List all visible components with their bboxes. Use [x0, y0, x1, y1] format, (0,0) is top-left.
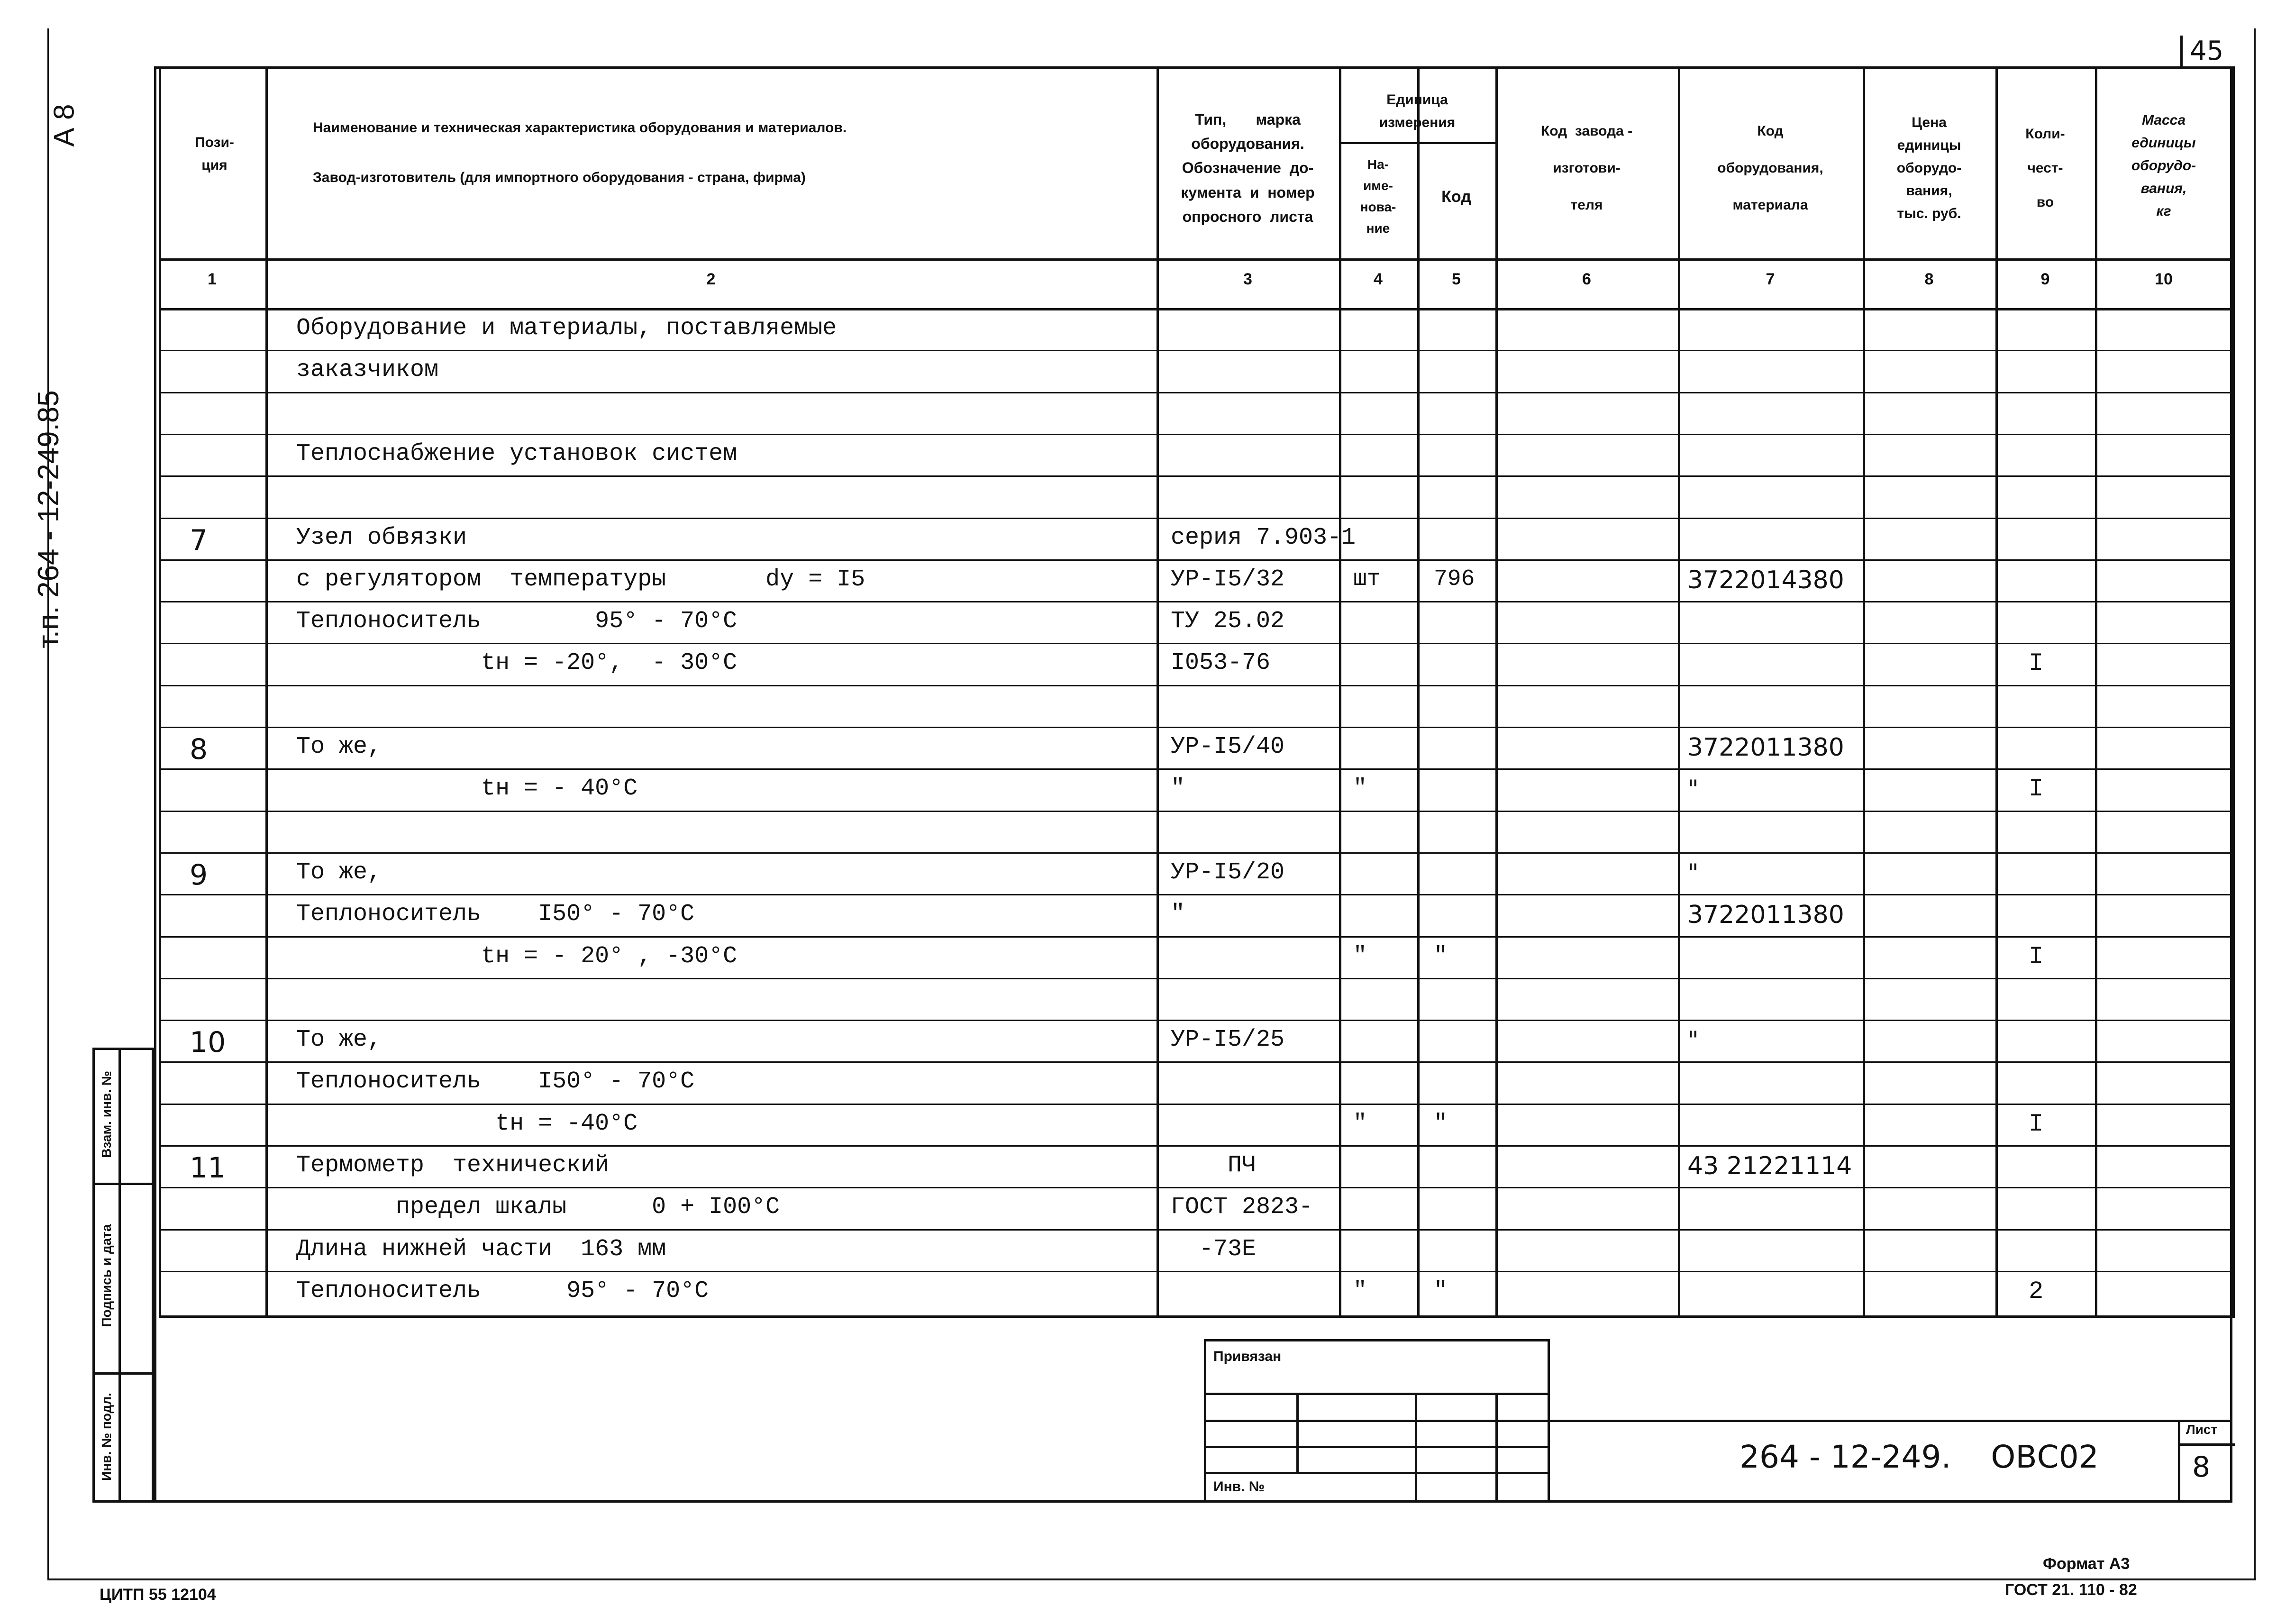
grid-line	[159, 894, 2235, 895]
header-position: Пози- ция	[195, 135, 234, 173]
row-type: УР-I5/40	[1171, 733, 1285, 760]
row-type: "	[1171, 775, 1185, 802]
page-number-corner	[2180, 36, 2183, 69]
row-position: 11	[190, 1151, 226, 1185]
stamp-column	[92, 1048, 154, 1503]
header-unit-name: На- име- нова- ние	[1360, 157, 1396, 236]
grid-line	[2232, 66, 2235, 1315]
row-unit-code: "	[1434, 1111, 1448, 1136]
grid-line	[159, 1271, 2235, 1272]
stamp-original-inv: Инв. № подл.	[99, 1393, 114, 1481]
row-material-code: "	[1687, 775, 1699, 803]
column-number: 7	[1766, 270, 1775, 288]
grid-line	[159, 1104, 2235, 1105]
grid-line	[159, 643, 2235, 644]
row-type: "	[1171, 901, 1185, 928]
column-number: 8	[1924, 270, 1934, 288]
row-unit-code: 796	[1434, 566, 1475, 592]
row-name: с регулятором температуры dy = I5	[296, 566, 865, 593]
grid-line	[159, 685, 2235, 686]
row-position: 8	[190, 733, 208, 766]
row-name: tн = - 40°С	[296, 775, 638, 802]
header-material-code: Код оборудования, материала	[1717, 123, 1823, 213]
row-name: То же,	[296, 733, 382, 760]
row-name: заказчиком	[296, 356, 439, 383]
footer-format: Формат А3	[2043, 1555, 2130, 1573]
column-number: 5	[1452, 270, 1461, 288]
row-unit-name: "	[1353, 1111, 1367, 1136]
row-name: tн = -40°С	[296, 1110, 638, 1137]
footer-left: ЦИТП 55 12104	[100, 1586, 216, 1604]
row-name: Теплоноситель I50° - 70°С	[296, 901, 695, 928]
grid-line	[159, 1315, 2235, 1318]
grid-line	[159, 475, 2235, 477]
grid-line	[1417, 66, 1420, 1315]
grid-line	[159, 811, 2235, 812]
row-quantity: I	[2029, 775, 2044, 803]
header-factory-code: Код завода - изготови- теля	[1540, 123, 1633, 213]
row-quantity: I	[2029, 649, 2044, 677]
row-position: 9	[190, 858, 208, 892]
row-name: предел шкалы 0 + I00°С	[296, 1194, 780, 1221]
header-quantity: Коли- чест- во	[2025, 126, 2065, 210]
header-type: Тип, марка оборудования. Обозначение до- кумента и номер опросного листа	[1181, 111, 1315, 225]
row-material-code: 3722011380	[1687, 733, 1844, 762]
sheet-box	[2178, 1420, 2232, 1503]
column-number: 10	[2155, 270, 2173, 288]
header-unit: Единица измерения	[1379, 92, 1456, 130]
column-number: 2	[706, 270, 716, 288]
row-type: -73Е	[1171, 1236, 1257, 1263]
grid-line	[159, 350, 2235, 351]
header-mass: Масса единицы оборудо- вания, кг	[2131, 112, 2196, 219]
grid-line	[1863, 66, 1865, 1315]
row-name: Теплоноситель 95° - 70°С	[296, 608, 738, 635]
grid-line	[159, 1229, 2235, 1231]
grid-line	[159, 1145, 2235, 1147]
row-type: УР-I5/32	[1171, 566, 1285, 593]
column-number: 9	[2040, 270, 2050, 288]
header-unit-code: Код	[1441, 187, 1471, 206]
grid-line	[1495, 66, 1498, 1315]
grid-line	[159, 66, 161, 1315]
row-name: То же,	[296, 1026, 382, 1053]
grid-line	[1339, 66, 1341, 1315]
row-material-code: "	[1687, 1026, 1699, 1055]
row-unit-name: "	[1353, 943, 1367, 969]
bound-label: Привязан	[1213, 1349, 1282, 1364]
row-name: tн = - 20° , -30°С	[296, 943, 738, 970]
grid-line	[159, 559, 2235, 561]
grid-line	[159, 518, 2235, 519]
grid-line	[159, 308, 2235, 310]
row-name: Теплоноситель 95° - 70°С	[296, 1277, 709, 1305]
column-number: 3	[1243, 270, 1252, 288]
column-number: 1	[208, 270, 217, 288]
grid-line	[1995, 66, 1998, 1315]
row-unit-code: "	[1434, 1278, 1448, 1304]
row-name: То же,	[296, 859, 382, 886]
sheet-label: Лист	[2186, 1422, 2218, 1437]
row-type: I053-76	[1171, 649, 1271, 676]
row-name: Теплоноситель I50° - 70°С	[296, 1068, 695, 1095]
grid-line	[159, 392, 2235, 393]
row-name: Теплоснабжение установок систем	[296, 440, 738, 467]
grid-line	[159, 852, 2235, 854]
row-type: УР-I5/25	[1171, 1026, 1285, 1053]
designation-area-line	[1548, 1420, 2232, 1422]
sheet-number: 8	[2192, 1451, 2211, 1484]
row-material-code: 3722014380	[1687, 566, 1844, 594]
row-material-code: "	[1687, 859, 1699, 887]
row-material-code: 3722011380	[1687, 901, 1844, 929]
page-number: 45	[2190, 36, 2224, 66]
grid-line	[159, 727, 2235, 728]
grid-line	[159, 258, 2235, 261]
footer-gost: ГОСТ 21. 110 - 82	[2005, 1581, 2137, 1599]
title-block	[1204, 1339, 1550, 1503]
left-margin-album: А 8	[48, 104, 80, 147]
grid-line	[2095, 66, 2097, 1315]
designation: 264 - 12-249. ОВС02	[1739, 1439, 2099, 1475]
grid-line	[159, 978, 2235, 979]
row-type: ТУ 25.02	[1171, 608, 1285, 635]
inv-label: Инв. №	[1213, 1479, 1265, 1495]
header-name-line2: Завод-изготовитель (для импортного оборудования - страна, фирма)	[313, 170, 806, 185]
grid-line	[159, 601, 2235, 602]
header-name-line1: Наименование и техническая характеристика оборудования и материалов.	[313, 120, 847, 136]
row-type: УР-I5/20	[1171, 859, 1285, 886]
header-unit-price: Цена единицы оборудо- вания, тыс. руб.	[1896, 115, 1962, 221]
right-edge-line	[2254, 28, 2256, 1578]
row-quantity: 2	[2029, 1277, 2044, 1305]
grid-line	[159, 936, 2235, 938]
row-name: Термометр технический	[296, 1152, 610, 1179]
column-number: 6	[1582, 270, 1591, 288]
grid-line	[159, 1061, 2235, 1063]
row-unit-code: "	[1434, 943, 1448, 969]
row-position: 7	[190, 524, 208, 557]
row-quantity: I	[2029, 1110, 2044, 1138]
row-type: ГОСТ 2823-	[1171, 1194, 1313, 1221]
grid-line	[265, 66, 268, 1315]
row-name: tн = -20°, - 30°С	[296, 649, 738, 676]
left-margin-doc-code: т.п. 264 - 12-249.85	[32, 390, 65, 648]
row-position: 10	[190, 1026, 226, 1059]
row-type: ПЧ	[1171, 1152, 1257, 1179]
left-edge-line	[47, 28, 49, 1578]
row-unit-name: "	[1353, 1278, 1367, 1304]
row-name: Длина нижней части 163 мм	[296, 1236, 666, 1263]
stamp-signature-date: Подпись и дата	[99, 1224, 114, 1327]
stamp-replace-inv: Взам. инв. №	[99, 1071, 114, 1158]
grid-line	[159, 768, 2235, 770]
grid-line	[159, 1020, 2235, 1021]
row-unit-name: шт	[1353, 566, 1381, 592]
row-unit-name: "	[1353, 776, 1367, 801]
grid-line	[1157, 66, 1159, 1315]
grid-line	[159, 1187, 2235, 1188]
grid-line	[159, 66, 2235, 69]
row-material-code: 43 21221114	[1687, 1152, 1852, 1180]
grid-line	[159, 434, 2235, 435]
row-name: Оборудование и материалы, поставляемые	[296, 315, 837, 342]
column-number: 4	[1374, 270, 1383, 288]
row-type: серия 7.903-1	[1171, 524, 1356, 551]
bottom-edge-line	[47, 1578, 2256, 1580]
row-name: Узел обвязки	[296, 524, 467, 551]
row-quantity: I	[2029, 943, 2044, 971]
grid-line	[1678, 66, 1680, 1315]
